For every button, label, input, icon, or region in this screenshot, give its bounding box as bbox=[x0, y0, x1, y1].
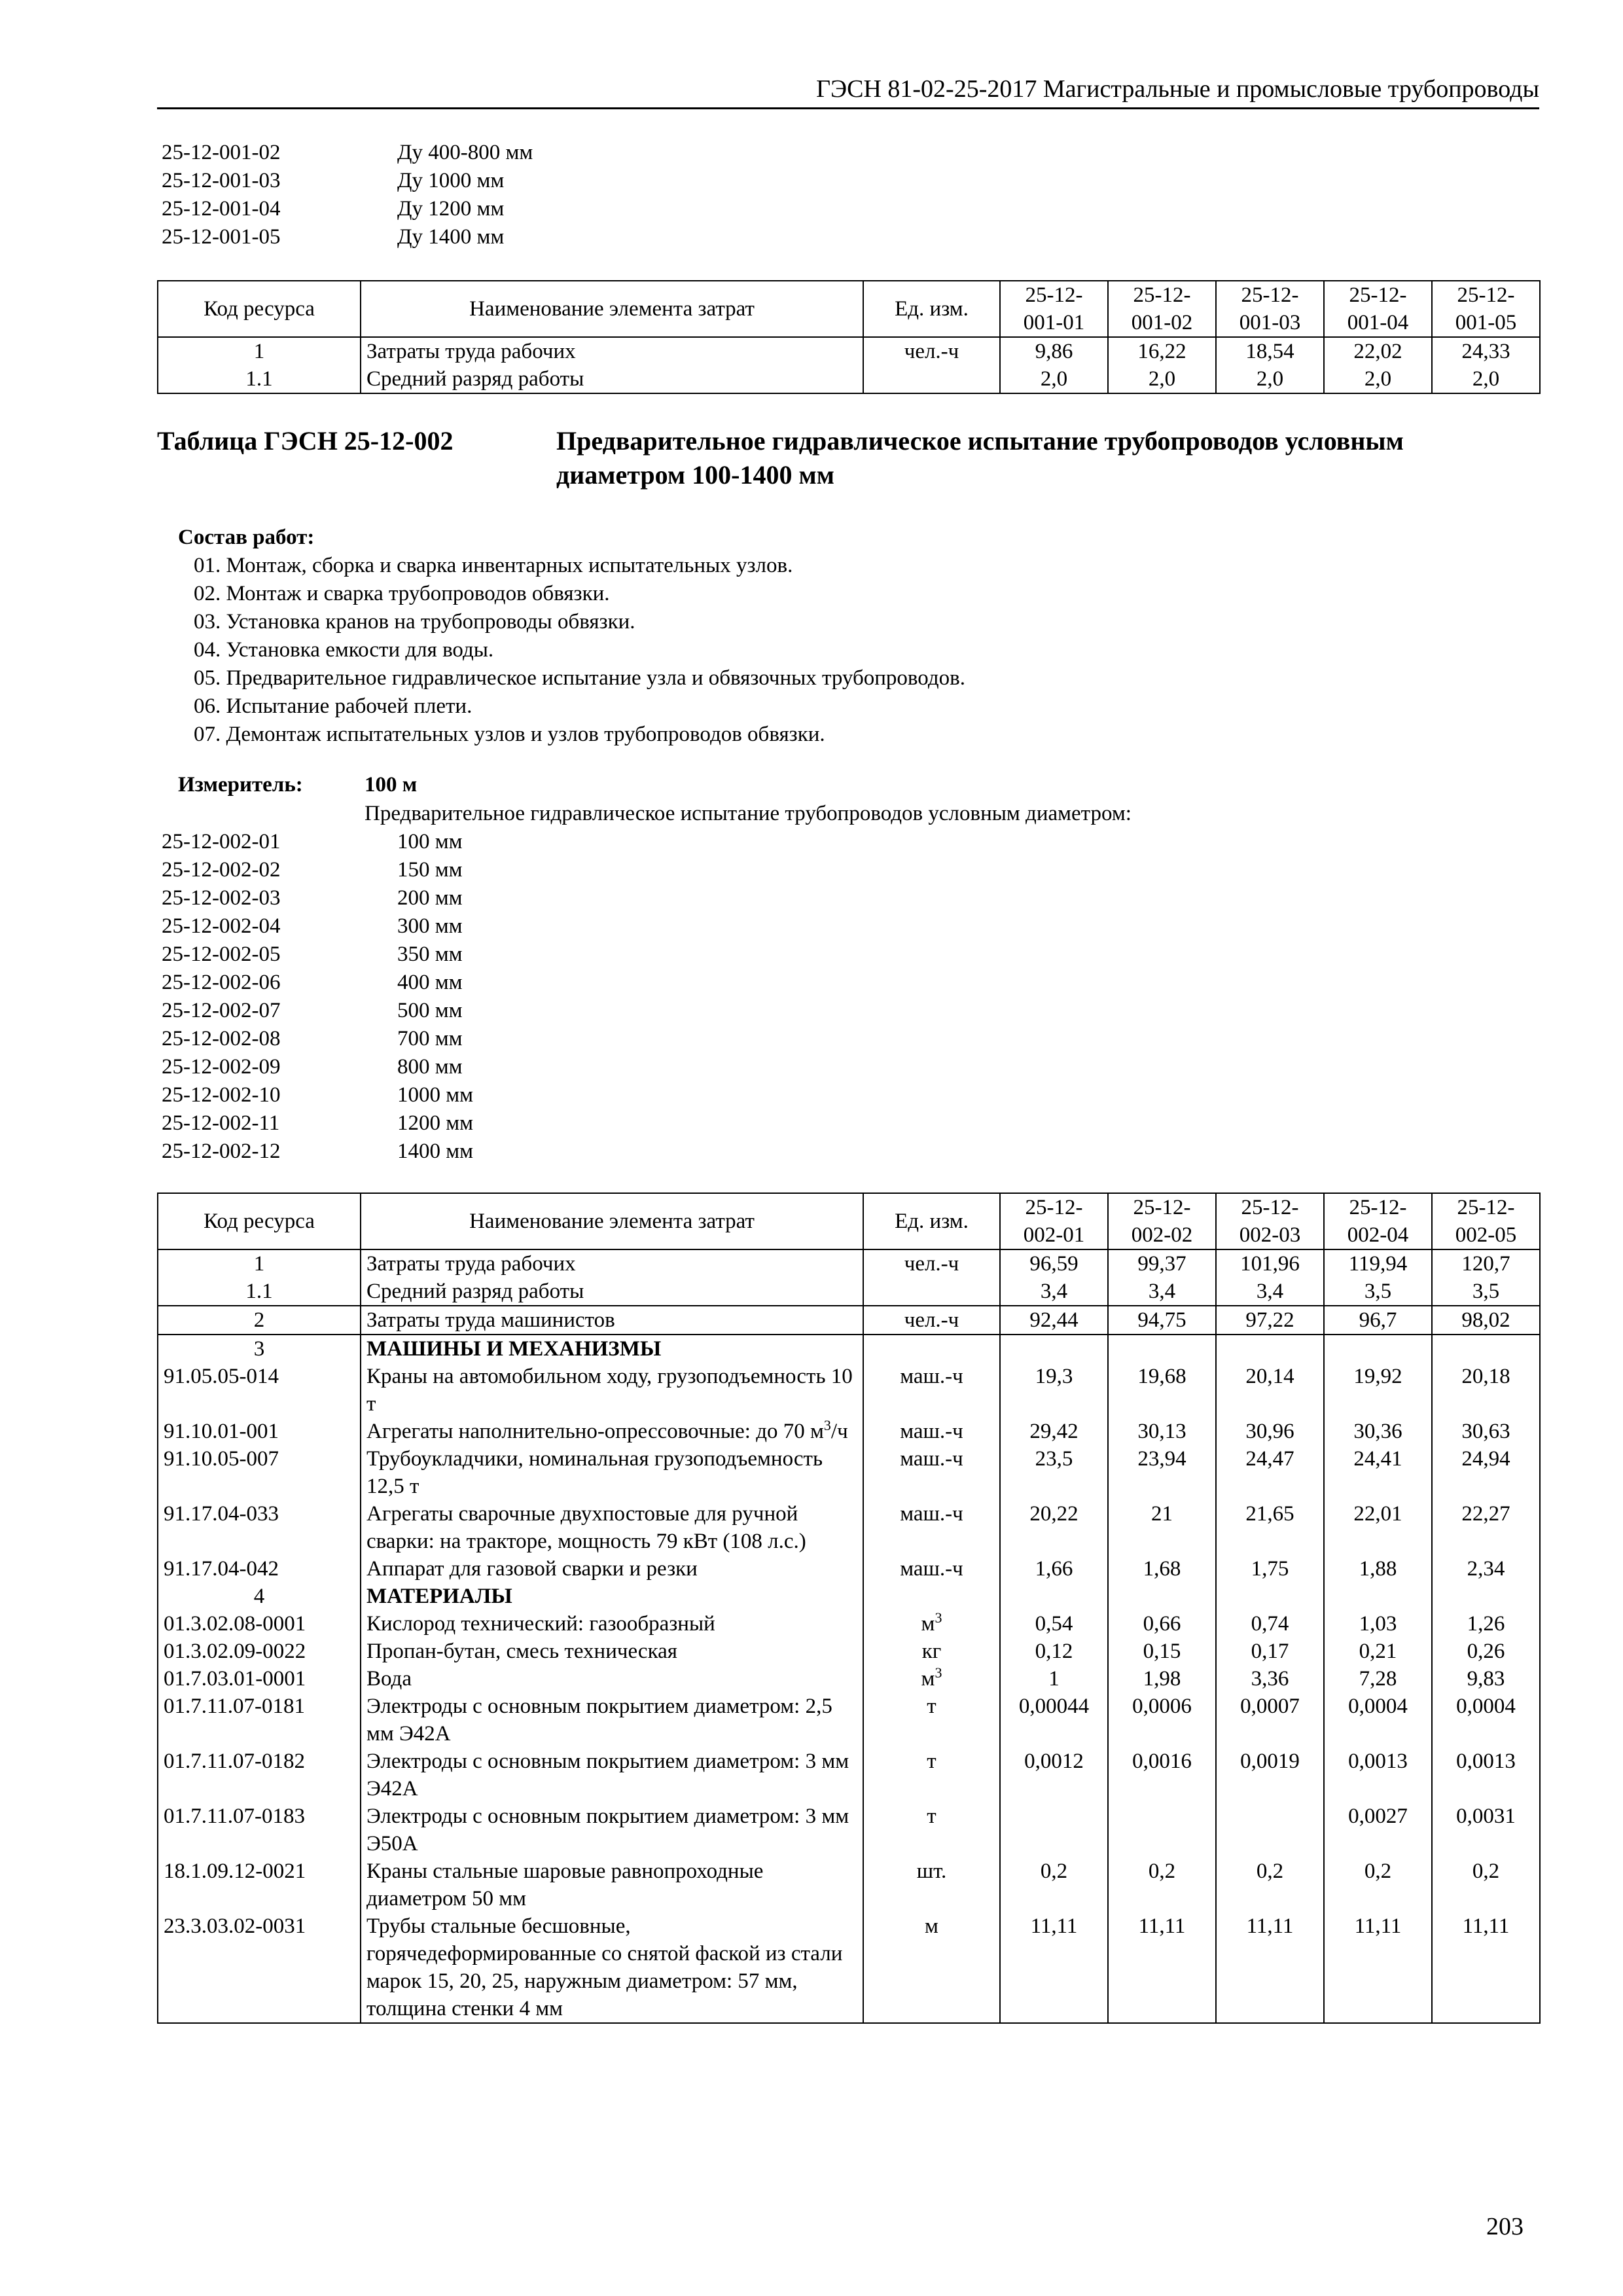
item-text: 350 мм bbox=[397, 942, 463, 966]
cell-unit: чел.-ч bbox=[863, 1249, 1000, 1278]
cell-value: 11,11 bbox=[1324, 1912, 1432, 2023]
cell-value: 20,18 bbox=[1432, 1363, 1540, 1418]
cell-value: 0,0013 bbox=[1432, 1748, 1540, 1803]
cell-value bbox=[1000, 1583, 1108, 1610]
cell-unit: кг bbox=[863, 1638, 1000, 1665]
cell-code: 91.05.05-014 bbox=[158, 1363, 361, 1418]
measure-line bbox=[178, 771, 417, 799]
work-composition-heading: Состав работ: bbox=[178, 526, 315, 549]
cell-code: 1 bbox=[158, 337, 361, 365]
cell-value: 2,34 bbox=[1432, 1555, 1540, 1583]
cell-name: Средний разряд работы bbox=[361, 365, 863, 393]
cell-name: Краны на автомобильном ходу, грузоподъемность 10 т bbox=[361, 1363, 863, 1418]
cell-value: 120,7 bbox=[1432, 1249, 1540, 1278]
cell-unit-text: м bbox=[921, 1612, 935, 1636]
cell-code: 1 bbox=[158, 1249, 361, 1278]
cell-value bbox=[1108, 1803, 1216, 1857]
cell-value: 0,0012 bbox=[1000, 1748, 1108, 1803]
cell-value: 29,42 bbox=[1000, 1418, 1108, 1445]
cell-value: 0,66 bbox=[1108, 1610, 1216, 1638]
table-header-row bbox=[158, 1193, 1540, 1249]
cell-name bbox=[361, 1418, 863, 1445]
cell-unit: м bbox=[863, 1912, 1000, 2023]
col-header-variant: 25-12- 001-05 bbox=[1432, 281, 1540, 337]
cell-value: 1 bbox=[1000, 1665, 1108, 1693]
item-text: 800 мм bbox=[397, 1055, 463, 1079]
cell-unit: маш.-ч bbox=[863, 1363, 1000, 1418]
work-composition bbox=[178, 524, 965, 749]
list-item bbox=[162, 884, 473, 912]
item-text: Ду 1400 мм bbox=[397, 225, 505, 249]
item-code: 25-12-002-09 bbox=[162, 1055, 281, 1079]
cell-unit: маш.-ч bbox=[863, 1500, 1000, 1555]
cell-value: 11,11 bbox=[1108, 1912, 1216, 2023]
cell-value: 22,27 bbox=[1432, 1500, 1540, 1555]
cell-value: 3,5 bbox=[1432, 1278, 1540, 1306]
cell-value: 0,0007 bbox=[1216, 1693, 1324, 1748]
col-header-name: Наименование элемента затрат bbox=[361, 281, 863, 337]
cell-value bbox=[1324, 1583, 1432, 1610]
cell-value: 1,26 bbox=[1432, 1610, 1540, 1638]
item-text: 500 мм bbox=[397, 999, 463, 1022]
cell-name: МАШИНЫ И МЕХАНИЗМЫ bbox=[361, 1335, 863, 1363]
cell-value: 9,86 bbox=[1000, 337, 1108, 365]
item-text: 100 мм bbox=[397, 830, 463, 853]
cell-code: 01.7.11.07-0182 bbox=[158, 1748, 361, 1803]
cell-name: Трубоукладчики, номинальная грузоподъемность 12,5 т bbox=[361, 1445, 863, 1500]
item-code: 25-12-001-04 bbox=[162, 197, 281, 221]
cell-value: 99,37 bbox=[1108, 1249, 1216, 1278]
cell-unit bbox=[863, 1665, 1000, 1693]
item-code: 25-12-001-02 bbox=[162, 141, 281, 164]
table-row bbox=[158, 1278, 1540, 1306]
cell-unit: т bbox=[863, 1693, 1000, 1748]
cell-code: 01.3.02.08-0001 bbox=[158, 1610, 361, 1638]
cell-value: 18,54 bbox=[1216, 337, 1324, 365]
cell-unit: маш.-ч bbox=[863, 1418, 1000, 1445]
cell-value: 0,0016 bbox=[1108, 1748, 1216, 1803]
section-title bbox=[157, 424, 1472, 492]
cell-value: 30,13 bbox=[1108, 1418, 1216, 1445]
cell-value bbox=[1216, 1583, 1324, 1610]
cell-value: 9,83 bbox=[1432, 1665, 1540, 1693]
list-item bbox=[162, 912, 473, 941]
col-header-name: Наименование элемента затрат bbox=[361, 1193, 863, 1249]
col-header-code: Код ресурса bbox=[158, 1193, 361, 1249]
cell-code: 91.10.01-001 bbox=[158, 1418, 361, 1445]
cell-value bbox=[1108, 1583, 1216, 1610]
variant-code-list bbox=[162, 828, 473, 1166]
cell-value: 0,0027 bbox=[1324, 1803, 1432, 1857]
cell-unit bbox=[863, 1583, 1000, 1610]
cell-value: 0,0013 bbox=[1324, 1748, 1432, 1803]
item-text: 1000 мм bbox=[397, 1083, 474, 1107]
cell-value: 98,02 bbox=[1432, 1306, 1540, 1335]
cell-value bbox=[1216, 1335, 1324, 1363]
cell-value: 1,68 bbox=[1108, 1555, 1216, 1583]
cell-value: 7,28 bbox=[1324, 1665, 1432, 1693]
item-code: 25-12-002-06 bbox=[162, 971, 281, 994]
cell-name: Пропан-бутан, смесь техническая bbox=[361, 1638, 863, 1665]
col-header-variant: 25-12- 001-01 bbox=[1000, 281, 1108, 337]
list-item bbox=[162, 195, 533, 223]
cell-value bbox=[1432, 1583, 1540, 1610]
cell-value: 19,68 bbox=[1108, 1363, 1216, 1418]
superscript: 3 bbox=[935, 1609, 942, 1626]
list-item: 02. Монтаж и сварка трубопроводов обвязки. bbox=[194, 582, 610, 605]
table-title: Предварительное гидравлическое испытание трубопроводов условным диаметром 100-1400 мм bbox=[556, 426, 1404, 490]
table-row bbox=[158, 365, 1540, 393]
item-text: 200 мм bbox=[397, 886, 463, 910]
cell-value: 23,94 bbox=[1108, 1445, 1216, 1500]
cell-value: 0,17 bbox=[1216, 1638, 1324, 1665]
item-code: 25-12-002-07 bbox=[162, 999, 281, 1022]
page-header: ГЭСН 81-02-25-2017 Магистральные и промысловые трубопроводы bbox=[157, 73, 1539, 109]
cell-name: Электроды с основным покрытием диаметром: 3 мм Э50А bbox=[361, 1803, 863, 1857]
cell-name-suffix: /ч bbox=[830, 1420, 848, 1443]
cell-value: 22,01 bbox=[1324, 1500, 1432, 1555]
col-header-variant: 25-12- 001-03 bbox=[1216, 281, 1324, 337]
list-item: 04. Установка емкости для воды. bbox=[194, 638, 494, 662]
cell-value: 97,22 bbox=[1216, 1306, 1324, 1335]
cell-name: Аппарат для газовой сварки и резки bbox=[361, 1555, 863, 1583]
cell-value: 11,11 bbox=[1216, 1912, 1324, 2023]
cell-value bbox=[1432, 1335, 1540, 1363]
cell-value: 0,0019 bbox=[1216, 1748, 1324, 1803]
table-row bbox=[158, 1249, 1540, 1278]
cell-name: Агрегаты сварочные двухпостовые для ручной сварки: на тракторе, мощность 79 кВт (108 л.с.) bbox=[361, 1500, 863, 1555]
col-header-variant: 25-12- 002-01 bbox=[1000, 1193, 1108, 1249]
cell-value: 2,0 bbox=[1108, 365, 1216, 393]
cell-value: 3,4 bbox=[1216, 1278, 1324, 1306]
cell-unit: шт. bbox=[863, 1857, 1000, 1912]
cell-code: 01.7.11.07-0181 bbox=[158, 1693, 361, 1748]
list-item bbox=[162, 969, 473, 997]
cell-value: 3,4 bbox=[1108, 1278, 1216, 1306]
list-item: 05. Предварительное гидравлическое испытание узла и обвязочных трубопроводов. bbox=[194, 666, 965, 690]
cell-name-text: Агрегаты наполнительно-опрессовочные: до 70 м bbox=[366, 1420, 824, 1443]
item-code: 25-12-002-03 bbox=[162, 886, 281, 910]
cell-value: 92,44 bbox=[1000, 1306, 1108, 1335]
cell-value: 0,15 bbox=[1108, 1638, 1216, 1665]
superscript: 3 bbox=[823, 1417, 831, 1433]
cell-name: Краны стальные шаровые равнопроходные диаметром 50 мм bbox=[361, 1857, 863, 1912]
cell-value: 2,0 bbox=[1000, 365, 1108, 393]
list-item bbox=[162, 828, 473, 856]
cell-value: 0,26 bbox=[1432, 1638, 1540, 1665]
table-row bbox=[158, 1418, 1540, 1445]
item-text: 700 мм bbox=[397, 1027, 463, 1050]
table-row bbox=[158, 1363, 1540, 1418]
cell-value: 0,21 bbox=[1324, 1638, 1432, 1665]
cell-value: 0,00044 bbox=[1000, 1693, 1108, 1748]
table-row bbox=[158, 1693, 1540, 1748]
item-code: 25-12-001-05 bbox=[162, 225, 281, 249]
list-item bbox=[162, 1053, 473, 1081]
cell-value: 19,92 bbox=[1324, 1363, 1432, 1418]
col-header-unit: Ед. изм. bbox=[863, 281, 1000, 337]
resource-table-2 bbox=[157, 1193, 1541, 2024]
cell-code: 4 bbox=[158, 1583, 361, 1610]
cell-value: 1,88 bbox=[1324, 1555, 1432, 1583]
cell-unit bbox=[863, 365, 1000, 393]
page-number: 203 bbox=[1486, 2213, 1524, 2240]
col-header-variant: 25-12- 002-04 bbox=[1324, 1193, 1432, 1249]
list-item bbox=[162, 1025, 473, 1053]
table-label: Таблица ГЭСН 25-12-002 bbox=[157, 426, 454, 456]
table-row bbox=[158, 1748, 1540, 1803]
col-header-unit: Ед. изм. bbox=[863, 1193, 1000, 1249]
cell-code: 1.1 bbox=[158, 365, 361, 393]
cell-name: Затраты труда рабочих bbox=[361, 1249, 863, 1278]
cell-unit: чел.-ч bbox=[863, 1306, 1000, 1335]
cell-value: 1,66 bbox=[1000, 1555, 1108, 1583]
item-code: 25-12-002-02 bbox=[162, 858, 281, 882]
list-item bbox=[162, 223, 533, 251]
cell-value: 30,63 bbox=[1432, 1418, 1540, 1445]
item-code: 25-12-002-08 bbox=[162, 1027, 281, 1050]
cell-value: 24,33 bbox=[1432, 337, 1540, 365]
cell-value: 30,36 bbox=[1324, 1418, 1432, 1445]
cell-value: 24,41 bbox=[1324, 1445, 1432, 1500]
list-item: 07. Демонтаж испытательных узлов и узлов трубопроводов обвязки. bbox=[194, 723, 825, 746]
cell-value bbox=[1000, 1335, 1108, 1363]
table-row bbox=[158, 1306, 1540, 1335]
item-text: 300 мм bbox=[397, 914, 463, 938]
cell-name: Электроды с основным покрытием диаметром: 2,5 мм Э42А bbox=[361, 1693, 863, 1748]
cell-code: 18.1.09.12-0021 bbox=[158, 1857, 361, 1912]
table-row bbox=[158, 1638, 1540, 1665]
col-header-variant: 25-12- 001-02 bbox=[1108, 281, 1216, 337]
cell-code: 01.7.03.01-0001 bbox=[158, 1665, 361, 1693]
cell-value: 24,47 bbox=[1216, 1445, 1324, 1500]
cell-value: 1,75 bbox=[1216, 1555, 1324, 1583]
table-row bbox=[158, 1803, 1540, 1857]
cell-unit: чел.-ч bbox=[863, 337, 1000, 365]
item-code: 25-12-002-05 bbox=[162, 942, 281, 966]
item-text: Ду 1200 мм bbox=[397, 197, 505, 221]
cell-value: 2,0 bbox=[1324, 365, 1432, 393]
cell-name: Электроды с основным покрытием диаметром: 3 мм Э42А bbox=[361, 1748, 863, 1803]
list-item bbox=[162, 167, 533, 195]
cell-value: 96,59 bbox=[1000, 1249, 1108, 1278]
cell-value: 0,2 bbox=[1108, 1857, 1216, 1912]
cell-code: 3 bbox=[158, 1335, 361, 1363]
cell-value: 0,74 bbox=[1216, 1610, 1324, 1638]
col-header-variant: 25-12- 002-02 bbox=[1108, 1193, 1216, 1249]
cell-name: Средний разряд работы bbox=[361, 1278, 863, 1306]
cell-value: 94,75 bbox=[1108, 1306, 1216, 1335]
list-item: 03. Установка кранов на трубопроводы обвязки. bbox=[194, 610, 635, 634]
item-code: 25-12-002-11 bbox=[162, 1111, 280, 1135]
cell-name: Кислород технический: газообразный bbox=[361, 1610, 863, 1638]
cell-value: 1,98 bbox=[1108, 1665, 1216, 1693]
cell-value: 0,0006 bbox=[1108, 1693, 1216, 1748]
table-row bbox=[158, 1335, 1540, 1363]
cell-value: 0,2 bbox=[1216, 1857, 1324, 1912]
cell-value: 11,11 bbox=[1000, 1912, 1108, 2023]
cell-unit bbox=[863, 1610, 1000, 1638]
resource-table-1 bbox=[157, 280, 1541, 394]
cell-value: 3,36 bbox=[1216, 1665, 1324, 1693]
table-row bbox=[158, 1665, 1540, 1693]
cell-code: 91.10.05-007 bbox=[158, 1445, 361, 1500]
table-row bbox=[158, 1555, 1540, 1583]
cell-value bbox=[1108, 1335, 1216, 1363]
cell-value: 23,5 bbox=[1000, 1445, 1108, 1500]
list-item bbox=[162, 1081, 473, 1109]
cell-value: 2,0 bbox=[1216, 365, 1324, 393]
measure-description: Предварительное гидравлическое испытание трубопроводов условным диаметром: bbox=[365, 802, 1132, 825]
list-item bbox=[162, 941, 473, 969]
list-item bbox=[162, 1109, 473, 1138]
cell-value: 20,14 bbox=[1216, 1363, 1324, 1418]
cell-unit: маш.-ч bbox=[863, 1555, 1000, 1583]
cell-value: 21 bbox=[1108, 1500, 1216, 1555]
cell-value: 0,2 bbox=[1000, 1857, 1108, 1912]
cell-name: Вода bbox=[361, 1665, 863, 1693]
item-code: 25-12-002-04 bbox=[162, 914, 281, 938]
cell-value: 2,0 bbox=[1432, 365, 1540, 393]
cell-value bbox=[1000, 1803, 1108, 1857]
item-text: Ду 400-800 мм bbox=[397, 141, 533, 164]
item-code: 25-12-001-03 bbox=[162, 169, 281, 192]
cell-value: 1,03 bbox=[1324, 1610, 1432, 1638]
col-header-variant: 25-12- 002-03 bbox=[1216, 1193, 1324, 1249]
table-row bbox=[158, 1912, 1540, 2023]
cell-name: Затраты труда рабочих bbox=[361, 337, 863, 365]
cell-value: 30,96 bbox=[1216, 1418, 1324, 1445]
item-code: 25-12-002-10 bbox=[162, 1083, 281, 1107]
cell-value bbox=[1324, 1335, 1432, 1363]
item-text: 400 мм bbox=[397, 971, 463, 994]
cell-value: 3,4 bbox=[1000, 1278, 1108, 1306]
cell-value: 0,0004 bbox=[1432, 1693, 1540, 1748]
cell-code: 91.17.04-033 bbox=[158, 1500, 361, 1555]
cell-value: 0,2 bbox=[1324, 1857, 1432, 1912]
cell-code: 91.17.04-042 bbox=[158, 1555, 361, 1583]
cell-value: 0,12 bbox=[1000, 1638, 1108, 1665]
cell-code: 23.3.03.02-0031 bbox=[158, 1912, 361, 2023]
cell-name: МАТЕРИАЛЫ bbox=[361, 1583, 863, 1610]
measure-label: Измеритель: bbox=[178, 773, 303, 797]
item-text: 1200 мм bbox=[397, 1111, 474, 1135]
cell-unit bbox=[863, 1278, 1000, 1306]
col-header-code: Код ресурса bbox=[158, 281, 361, 337]
item-text: 1400 мм bbox=[397, 1139, 474, 1163]
cell-value: 16,22 bbox=[1108, 337, 1216, 365]
cell-name: Затраты труда машинистов bbox=[361, 1306, 863, 1335]
cell-unit: т bbox=[863, 1803, 1000, 1857]
cell-value: 101,96 bbox=[1216, 1249, 1324, 1278]
table-row bbox=[158, 1500, 1540, 1555]
list-item: 06. Испытание рабочей плети. bbox=[194, 694, 473, 718]
list-item bbox=[162, 856, 473, 884]
cell-code: 2 bbox=[158, 1306, 361, 1335]
list-item bbox=[162, 139, 533, 167]
cell-value: 3,5 bbox=[1324, 1278, 1432, 1306]
cell-value: 0,0031 bbox=[1432, 1803, 1540, 1857]
cell-unit bbox=[863, 1335, 1000, 1363]
cell-value: 0,0004 bbox=[1324, 1693, 1432, 1748]
table-row bbox=[158, 1857, 1540, 1912]
table-row bbox=[158, 337, 1540, 365]
superscript: 3 bbox=[935, 1664, 942, 1681]
item-code: 25-12-002-01 bbox=[162, 830, 281, 853]
table-row bbox=[158, 1610, 1540, 1638]
cell-value: 24,94 bbox=[1432, 1445, 1540, 1500]
cell-value: 0,2 bbox=[1432, 1857, 1540, 1912]
cell-value: 11,11 bbox=[1432, 1912, 1540, 2023]
cell-value: 21,65 bbox=[1216, 1500, 1324, 1555]
cell-value: 22,02 bbox=[1324, 337, 1432, 365]
cell-unit-text: м bbox=[921, 1667, 935, 1691]
measure-value: 100 м bbox=[365, 773, 418, 797]
item-code: 25-12-002-12 bbox=[162, 1139, 281, 1163]
col-header-variant: 25-12- 001-04 bbox=[1324, 281, 1432, 337]
table-row bbox=[158, 1445, 1540, 1500]
top-code-list bbox=[162, 139, 533, 251]
list-item: 01. Монтаж, сборка и сварка инвентарных испытательных узлов. bbox=[194, 554, 793, 577]
cell-value: 119,94 bbox=[1324, 1249, 1432, 1278]
cell-value: 0,54 bbox=[1000, 1610, 1108, 1638]
cell-code: 1.1 bbox=[158, 1278, 361, 1306]
item-text: 150 мм bbox=[397, 858, 463, 882]
item-text: Ду 1000 мм bbox=[397, 169, 505, 192]
cell-value bbox=[1216, 1803, 1324, 1857]
cell-name: Трубы стальные бесшовные, горячедеформированные со снятой фаской из стали марок 15, 20, 25, наружным диаметром: 57 мм, толщина стенки 4 мм bbox=[361, 1912, 863, 2023]
cell-value: 96,7 bbox=[1324, 1306, 1432, 1335]
table-header-row bbox=[158, 281, 1540, 337]
col-header-variant: 25-12- 002-05 bbox=[1432, 1193, 1540, 1249]
cell-code: 01.7.11.07-0183 bbox=[158, 1803, 361, 1857]
cell-unit: маш.-ч bbox=[863, 1445, 1000, 1500]
table-row bbox=[158, 1583, 1540, 1610]
list-item bbox=[162, 997, 473, 1025]
list-item bbox=[162, 1138, 473, 1166]
cell-code: 01.3.02.09-0022 bbox=[158, 1638, 361, 1665]
cell-value: 19,3 bbox=[1000, 1363, 1108, 1418]
cell-value: 20,22 bbox=[1000, 1500, 1108, 1555]
cell-unit: т bbox=[863, 1748, 1000, 1803]
